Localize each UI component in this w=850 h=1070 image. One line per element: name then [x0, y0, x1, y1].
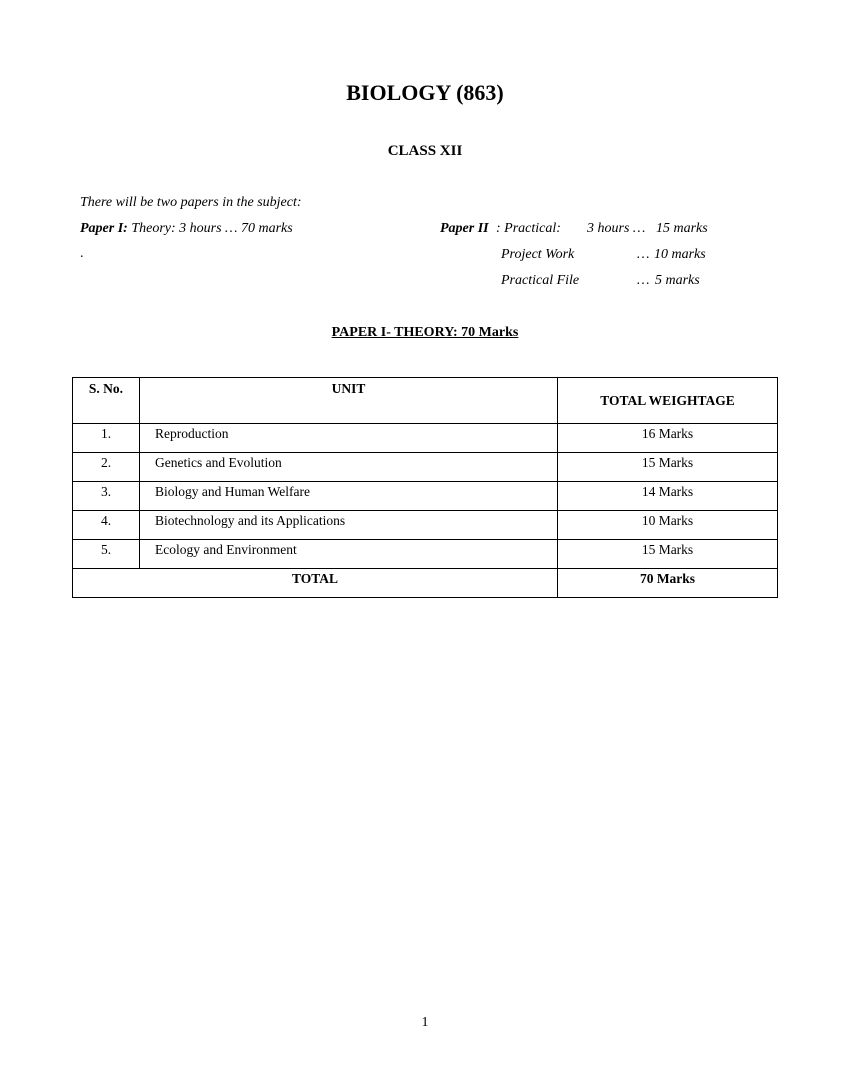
- paper1-text: Theory: 3 hours … 70 marks: [127, 221, 293, 236]
- cell-sno: 3.: [73, 482, 140, 511]
- paper2-row-name: Practical File: [501, 273, 580, 288]
- table-row: [73, 482, 778, 511]
- paper2-row-marks: 10 marks: [654, 247, 706, 262]
- cell-weightage: 15 Marks: [558, 540, 778, 569]
- intro-text: There will be two papers in the subject:: [80, 195, 302, 210]
- weightage-table: [72, 377, 778, 598]
- header-sno: S. No.: [73, 378, 140, 424]
- cell-weightage: 10 Marks: [558, 511, 778, 540]
- page-title: BIOLOGY (863): [346, 80, 504, 105]
- paper2-row-name: Project Work: [501, 247, 575, 262]
- header-unit: UNIT: [140, 378, 558, 424]
- cell-unit: Biology and Human Welfare: [140, 482, 558, 511]
- table-header-row: [73, 378, 778, 424]
- paper1-line: [80, 221, 293, 237]
- table-row: [73, 453, 778, 482]
- section-heading: [0, 325, 850, 341]
- section-heading-text: PAPER I- THEORY: 70 Marks: [331, 325, 519, 340]
- cell-sno: 2.: [73, 453, 140, 482]
- paper1-label: Paper I:: [80, 221, 128, 236]
- paper2-row-duration: 3 hours …: [587, 221, 646, 236]
- stray-dot: .: [80, 246, 84, 261]
- cell-weightage: 16 Marks: [558, 424, 778, 453]
- paper2-row-duration: …: [637, 247, 650, 262]
- cell-unit: Biotechnology and its Applications: [140, 511, 558, 540]
- paper2-label-line: [440, 221, 489, 237]
- paper2-row-name: : Practical:: [496, 221, 561, 236]
- cell-sno: 1.: [73, 424, 140, 453]
- total-label: TOTAL: [73, 569, 558, 598]
- table-row: [73, 424, 778, 453]
- cell-unit: Reproduction: [140, 424, 558, 453]
- paper2-label: Paper II: [440, 221, 489, 236]
- class-label: CLASS XII: [387, 143, 463, 159]
- total-value: 70 Marks: [558, 569, 778, 598]
- header-weightage: TOTAL WEIGHTAGE: [558, 378, 778, 424]
- table-total-row: [73, 569, 778, 598]
- cell-sno: 5.: [73, 540, 140, 569]
- cell-unit: Ecology and Environment: [140, 540, 558, 569]
- paper2-row-duration: …: [637, 273, 650, 288]
- table-row: [73, 540, 778, 569]
- cell-weightage: 15 Marks: [558, 453, 778, 482]
- table-row: [73, 511, 778, 540]
- cell-sno: 4.: [73, 511, 140, 540]
- cell-weightage: 14 Marks: [558, 482, 778, 511]
- cell-unit: Genetics and Evolution: [140, 453, 558, 482]
- paper2-row-marks: 15 marks: [656, 221, 708, 236]
- paper2-row-marks: 5 marks: [655, 273, 700, 288]
- page-number: 1: [421, 1015, 429, 1030]
